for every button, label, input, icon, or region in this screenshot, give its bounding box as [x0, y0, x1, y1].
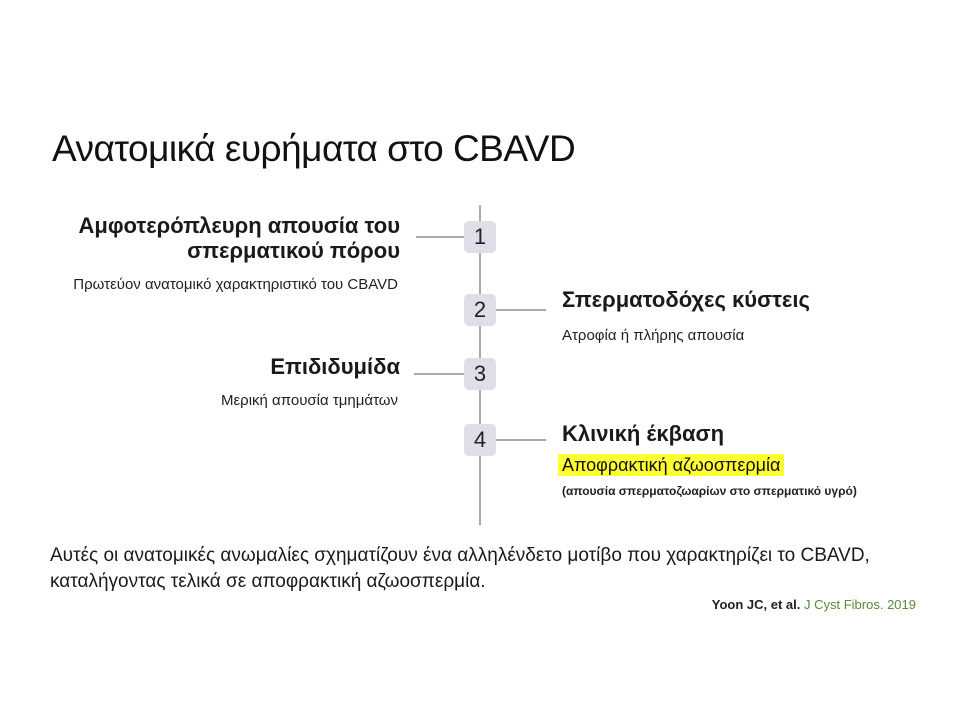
step-1-heading-line-1: Αμφοτερόπλευρη απουσία του: [78, 213, 400, 238]
citation-authors: Yoon JC, et al.: [711, 597, 801, 612]
step-2-heading: Σπερματοδόχες κύστεις: [562, 287, 810, 312]
step-node-3: [464, 358, 496, 390]
step-1-sub: Πρωτεύον ανατομικό χαρακτηριστικό του CBAVD: [73, 276, 398, 293]
step-4-highlight-wrap: [558, 455, 784, 476]
step-number-3: 3: [473, 361, 487, 386]
citation-year: 2019: [887, 597, 916, 612]
citation-journal: J Cyst Fibros.: [803, 597, 884, 612]
step-1-heading-line-2: σπερματικού πόρου: [187, 238, 400, 263]
page-title: Ανατομικά ευρήματα στο CBAVD: [52, 128, 576, 169]
citation: [712, 597, 916, 612]
step-4-highlight: Αποφρακτική αζωοσπερμία: [558, 454, 784, 476]
step-node-4: [464, 424, 496, 456]
step-number-2: 2: [473, 297, 487, 322]
step-node-1: [464, 221, 496, 253]
step-2-sub: Ατροφία ή πλήρης απουσία: [562, 327, 745, 344]
step-3-heading: Επιδιδυμίδα: [270, 354, 400, 379]
step-1-heading: [78, 213, 400, 263]
step-number-4: 4: [473, 427, 487, 452]
step-4-note: (απουσία σπερματοζωαρίων στο σπερματικό υγρό): [562, 484, 857, 498]
step-3-sub: Μερική απουσία τμημάτων: [221, 392, 398, 409]
step-node-2: [464, 294, 496, 326]
summary-text: Αυτές οι ανατομικές ανωμαλίες σχηματίζουν ένα αλληλένδετο μοτίβο που χαρακτηρίζει το CBAVD, καταλήγοντας τελικά σε αποφρακτική αζωοσπερμία.: [50, 545, 870, 592]
step-number-1: 1: [473, 224, 487, 249]
step-4-heading: Κλινική έκβαση: [562, 421, 725, 446]
